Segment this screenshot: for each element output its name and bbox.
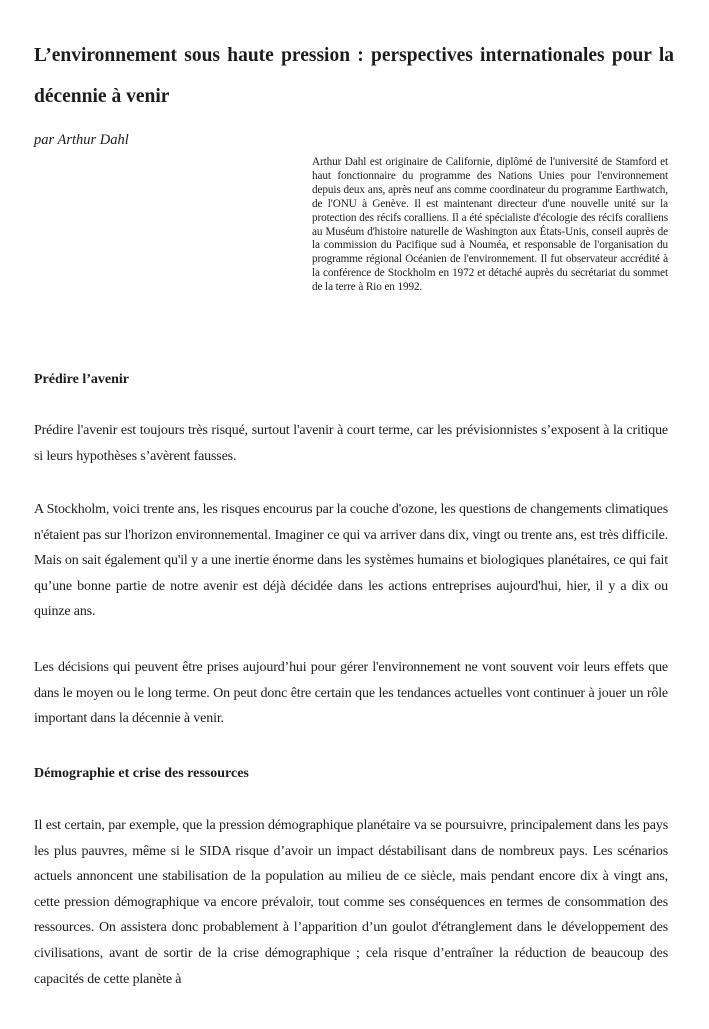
document-title: L’environnement sous haute pression : perspectives internationales pour la décennie à venir: [34, 45, 674, 107]
author-byline: par Arthur Dahl: [34, 132, 129, 148]
paragraph: Les décisions qui peuvent être prises aujourd’hui pour gérer l'environnement ne vont souvent voir leurs effets que dans le moyen ou le long terme. On peut donc être certain que les tendances actuelles vont continuer à jouer un rôle important dans la décennie à venir.: [34, 660, 668, 727]
author-bio: Arthur Dahl est originaire de Californie, diplômé de l'université de Stamford et haut fonctionnaire du programme des Nations Unies pour l'environnement depuis deux ans, après neuf ans comme coordinateur du programme Earthwatch, de l'ONU à Genève. Il est maintenant directeur d'une nouvelle unité sur la protection des récifs coralliens. Il a été spécialiste d'écologie des récifs coralliens au Muséum d'histoire naturelle de Washington aux États-Unis, conseil auprès de la commission du Pacifique sud à Nouméa, et responsable de l'organisation du programme régional Océanien de l'environnement. Il fut observateur accrédité à la conférence de Stockholm en 1972 et détaché auprès du secrétariat du sommet de la terre à Rio en 1992.: [312, 156, 668, 294]
section-heading-demographie: Démographie et crise des ressources: [34, 766, 249, 781]
paragraph: Il est certain, par exemple, que la pression démographique planétaire va se poursuivre, principalement dans les pays les plus pauvres, même si le SIDA risque d’avoir un impact déstabilisant dans de nombreux pays. Les scénarios actuels annoncent une stabilisation de la population au milieu de ce siècle, mais pendant encore dix à vingt ans, cette pression démographique va encore prévaloir, tout comme ses conséquences en termes de consommation des ressources. On assistera donc probablement à l’apparition d’un goulot d'étranglement dans le développement des civilisations, avant de sortir de la crise démographique ; cela risque d’entraîner la réduction de beaucoup des capacités de cette planète à: [34, 818, 668, 987]
paragraph: A Stockholm, voici trente ans, les risques encourus par la couche d'ozone, les questions de changements climatiques n'étaient pas sur l'horizon environnemental. Imaginer ce qui va arriver dans dix, vingt ou trente ans, est très difficile. Mais on sait également qu'il y a une inertie énorme dans les systèmes humains et biologiques planétaires, ce qui fait qu’une bonne partie de notre avenir est déjà décidée dans les actions entreprises aujourd'hui, hier, il y a dix ou quinze ans.: [34, 502, 668, 620]
section-heading-predire: Prédire l’avenir: [34, 372, 129, 387]
paragraph: Prédire l'avenir est toujours très risqué, surtout l'avenir à court terme, car les prévisionnistes s’exposent à la critique si leurs hypothèses s’avèrent fausses.: [34, 423, 668, 464]
